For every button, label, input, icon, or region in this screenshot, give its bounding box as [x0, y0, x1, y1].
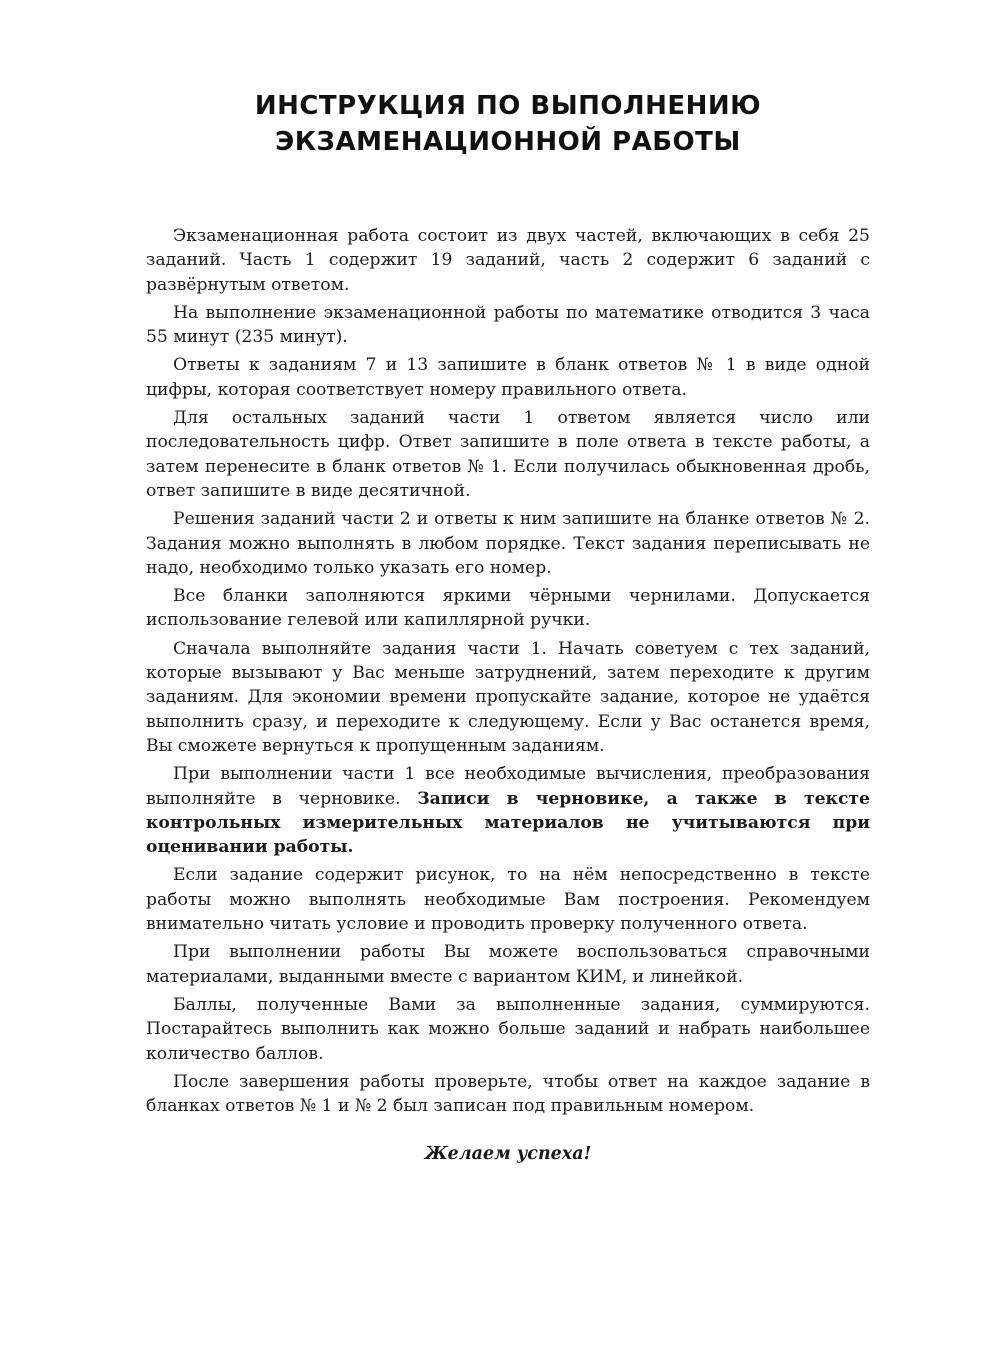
instruction-body	[146, 224, 870, 1118]
paragraph-parts-count: Экзаменационная работа состоит из двух частей, включающих в себя 25 заданий. Часть 1 содержит 19 заданий, часть 2 содержит 6 заданий с развёрнутым ответом.	[146, 226, 870, 295]
closing-wish: Желаем успеха!	[424, 1144, 592, 1165]
paragraph-final-check: После завершения работы проверьте, чтобы ответ на каждое задание в бланках ответов № 1 и № 2 был записан под правильным номером.	[146, 1071, 870, 1117]
paragraph-tasks-7-13: Ответы к заданиям 7 и 13 запишите в бланк ответов № 1 в виде одной цифры, которая соответствует номеру правильного ответа.	[146, 355, 870, 400]
paragraph-order-advice: Сначала выполняйте задания части 1. Начать советуем с тех заданий, которые вызывают у Вас меньше затруднений, затем переходите к другим заданиям. Для экономии времени пропускайте задание, которое не удаётся выполнить сразу, и переходите к следующему. Если у Вас останется время, Вы сможете вернуться к пропущенным заданиям.	[146, 638, 870, 756]
draft-bold-text: Записи в черновике, а также в тексте контрольных измерительных материалов не учитываются при оценивании работы.	[146, 788, 870, 858]
paragraph-ink: Все бланки заполняются яркими чёрными чернилами. Допускается использование гелевой или капиллярной ручки.	[146, 586, 870, 631]
paragraph-reference-materials: При выполнении работы Вы можете воспользоваться справочными материалами, выданными вместе с вариантом КИМ, и линейкой.	[146, 942, 870, 987]
paragraph-part1-answers: Для остальных заданий части 1 ответом является число или последовательность цифр. Ответ запишите в поле ответа в тексте работы, а затем перенесите в бланк ответов № 1. Если получилась обыкновенная дробь, ответ запишите в виде десятичной.	[146, 408, 870, 501]
paragraph-duration: На выполнение экзаменационной работы по математике отводится 3 часа 55 минут (235 минут).	[146, 302, 870, 348]
paragraph-part2-solutions: Решения заданий части 2 и ответы к ним запишите на бланке ответов № 2. Задания можно выполнять в любом порядке. Текст задания переписывать не надо, необходимо только указать его номер.	[146, 509, 870, 578]
paragraph-scoring: Баллы, полученные Вами за выполненные задания, суммируются. Постарайтесь выполнить как можно больше заданий и набрать наибольшее количество баллов.	[146, 994, 870, 1064]
draft-regular-text: При выполнении части 1 все необходимые вычисления, преобразования выполняйте в черновике.	[146, 764, 870, 809]
instruction-page	[146, 88, 870, 1164]
paragraph-drawings: Если задание содержит рисунок, то на нём непосредственно в тексте работы можно выполнять необходимые Вам построения. Рекомендуем внимательно читать условие и проводить проверку полученного ответа.	[146, 865, 870, 935]
paragraph-draft	[146, 762, 870, 859]
title-line-2: ЭКЗАМЕНАЦИОННОЙ РАБОТЫ	[275, 127, 741, 157]
page-title	[146, 88, 870, 160]
title-line-1: ИНСТРУКЦИЯ ПО ВЫПОЛНЕНИЮ	[254, 91, 762, 121]
